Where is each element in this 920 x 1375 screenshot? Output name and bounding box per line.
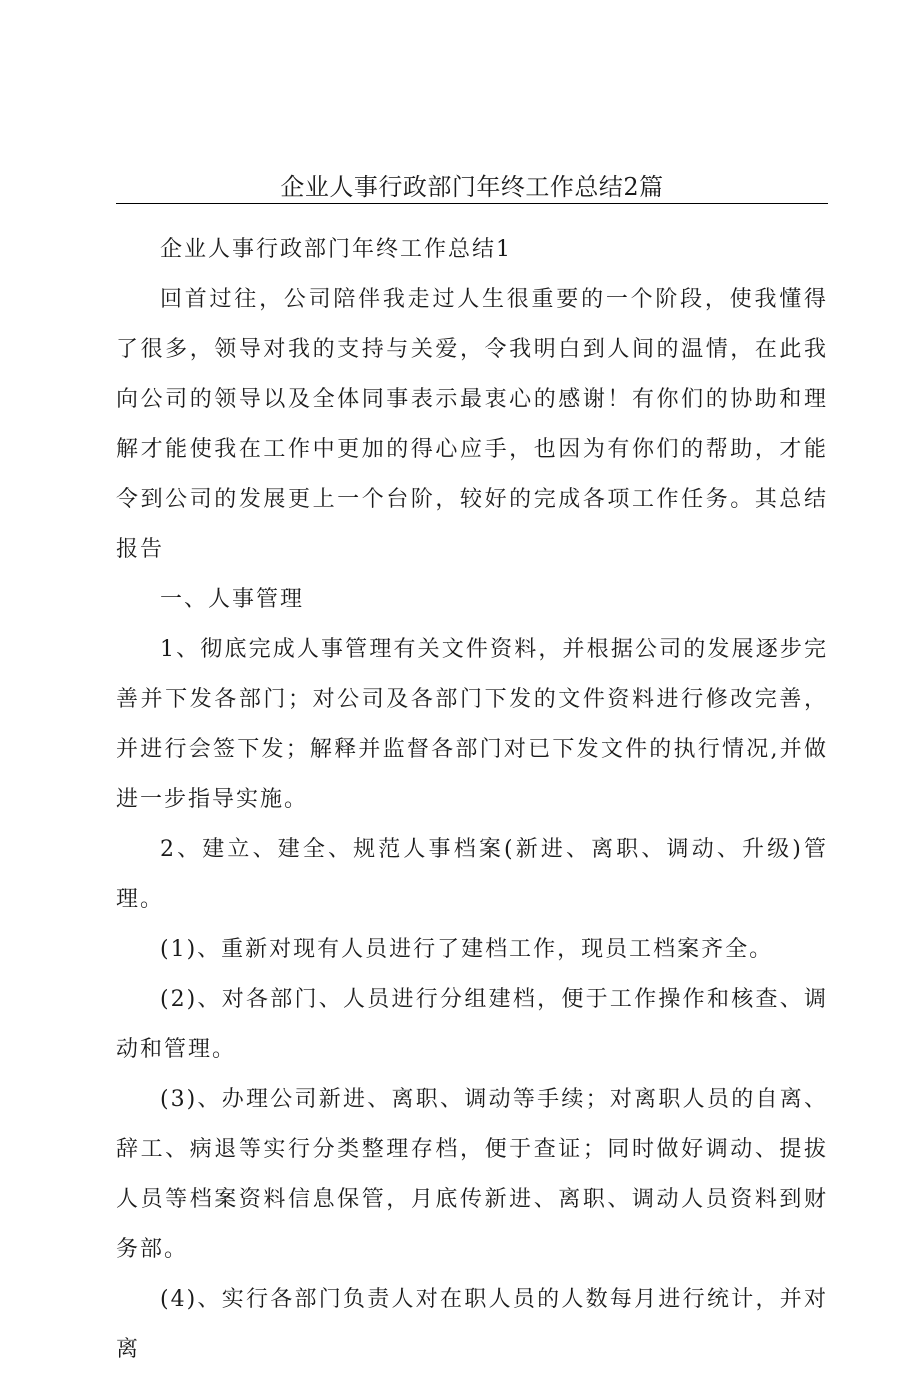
list-item: (1)、重新对现有人员进行了建档工作，现员工档案齐全。 — [160, 937, 774, 962]
document-body — [116, 225, 828, 1375]
section-heading: 企业人事行政部门年终工作总结1 — [160, 237, 512, 262]
title-underline — [116, 203, 828, 204]
intro-paragraph: 回首过往，公司陪伴我走过人生很重要的一个阶段，使我懂得了很多，领导对我的支持与关爱，令我明白到人间的温情，在此我向公司的领导以及全体同事表示最衷心的感谢！有你们的协助和理解才能使我在工作中更加的得心应手，也因为有你们的帮助，才能令到公司的发展更上一个台阶，较好的完成各项工作任务。其总结报告 — [116, 287, 828, 562]
list-item: (3)、办理公司新进、离职、调动等手续；对离职人员的自离、辞工、病退等实行分类整理存档，便于查证；同时做好调动、提拔人员等档案资料信息保管，月底传新进、离职、调动人员资料到财务部。 — [116, 1087, 828, 1262]
list-item: 1、彻底完成人事管理有关文件资料，并根据公司的发展逐步完善并下发各部门；对公司及各部门下发的文件资料进行修改完善，并进行会签下发；解释并监督各部门对已下发文件的执行情况,并做进一步指导实施。 — [116, 637, 828, 812]
list-item: 2、建立、建全、规范人事档案(新进、离职、调动、升级)管理。 — [116, 837, 828, 912]
list-item: (2)、对各部门、人员进行分组建档，便于工作操作和核查、调动和管理。 — [116, 987, 828, 1062]
document-title: 企业人事行政部门年终工作总结2篇 — [280, 173, 664, 201]
subsection-heading: 一、人事管理 — [160, 587, 305, 612]
list-item: (4)、实行各部门负责人对在职人员的人数每月进行统计，并对离 — [116, 1287, 828, 1362]
